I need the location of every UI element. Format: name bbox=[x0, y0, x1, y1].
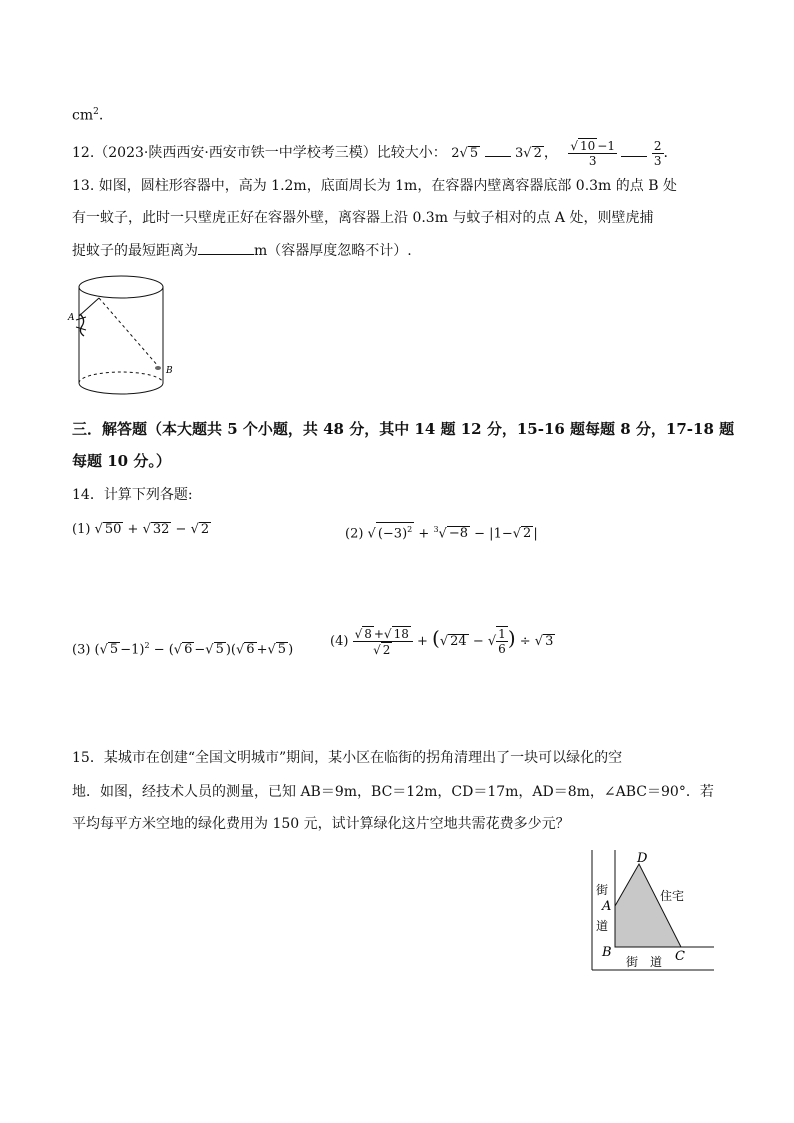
radicand: 2 bbox=[523, 526, 532, 542]
green-area bbox=[615, 864, 681, 947]
q14-part-1: (1) √ 50 + √ 32 − √ 2 bbox=[72, 522, 210, 537]
q15-line-3: 平均每平方米空地的绿化费用为 150 元，试计算绿化这片空地共需花费多少元？ bbox=[72, 816, 570, 832]
mosquito-icon bbox=[155, 366, 161, 370]
num-tail: −1 bbox=[597, 139, 615, 153]
question-12 bbox=[72, 138, 668, 168]
section-3-header-line-1: 三．解答题（本大题共 5 个小题，共 48 分，其中 14 题 12 分，15-16 题每题 8 分，17-18 题 bbox=[72, 420, 735, 438]
q15-line-2: 地．如图，经技术人员的测量，已知 AB＝9m，BC＝12m，CD＝17m，AD＝8m，∠ABC＝90°．若 bbox=[72, 784, 714, 800]
radicand: −8 bbox=[448, 526, 468, 542]
street-label-vertical-1: 街 bbox=[596, 883, 609, 897]
q13-line-2: 有一蚊子，此时一只壁虎正好在容器外壁，离容器上沿 0.3m 与蚊子相对的点 A 处，则壁虎捕 bbox=[72, 210, 654, 226]
op: − bbox=[175, 522, 187, 537]
q12-prefix: 12.（2023·陕西西安·西安市铁一中学校考三模）比较大小： bbox=[72, 145, 447, 161]
den: 3 bbox=[588, 154, 597, 168]
quadrilateral-figure bbox=[586, 846, 716, 974]
radicand: 5 bbox=[215, 642, 224, 658]
label-d: D bbox=[637, 851, 648, 866]
q14-p4-fraction: $\frac{√ 8 +√ 18}{√ 2}$ bbox=[353, 626, 413, 657]
radicand bbox=[376, 522, 414, 541]
radicand: 6 bbox=[246, 642, 255, 658]
q13-line-1: 13. 如图，圆柱形容器中，高为 1.2m，底面周长为 1m，在容器内壁离容器底部 0.3m 的点 B 处 bbox=[72, 178, 677, 194]
residence-label: 住宅 bbox=[660, 889, 685, 903]
coef: 3 bbox=[515, 146, 524, 161]
part-label: (1) bbox=[72, 522, 91, 537]
q12-expr1: 2√ 5 bbox=[451, 146, 479, 161]
unit-text: cm bbox=[72, 107, 94, 124]
label-a: A bbox=[68, 313, 75, 323]
radicand: 2 bbox=[533, 146, 542, 161]
q12-fraction-1: $\frac{√ 10 -1}{3}$ bbox=[570, 139, 615, 168]
label-b: B bbox=[166, 366, 173, 376]
q14-title: 14．计算下列各题: bbox=[72, 487, 193, 503]
radicand: 6 bbox=[184, 642, 193, 658]
radicand: 2 bbox=[382, 643, 391, 657]
op: + bbox=[373, 627, 384, 641]
q12-sep: ， bbox=[543, 145, 558, 161]
label-c: C bbox=[675, 949, 685, 964]
op: + bbox=[127, 522, 139, 537]
coef: 2 bbox=[451, 146, 460, 161]
radicand: 32 bbox=[152, 522, 170, 537]
unit-tail: . bbox=[98, 107, 104, 124]
cylinder-bottom-back bbox=[79, 372, 163, 383]
q14-part-3: (3) (√ 5 −1)$^2$ − (√ 6 −√ 5 )(√ 6 +√ 5 ) bbox=[72, 641, 294, 658]
path-to-rim bbox=[79, 298, 99, 316]
radicand: 8 bbox=[364, 627, 372, 641]
part-label: (2) bbox=[345, 526, 364, 542]
q13-answer-blank bbox=[198, 240, 254, 255]
op: − bbox=[472, 634, 484, 649]
op: + bbox=[418, 526, 430, 542]
q13-line3-post: m（容器厚度忽略不计）. bbox=[254, 243, 412, 259]
cylinder-top-ellipse bbox=[79, 276, 163, 298]
radicand: 5 bbox=[109, 642, 119, 658]
path-inside bbox=[99, 298, 158, 366]
q14-part-2: (2) √ $(-3)^2 + ^3√ -8 - |1-√$ 2 | bbox=[345, 520, 538, 544]
label-a: A bbox=[602, 899, 612, 914]
radicand: 3 bbox=[545, 634, 554, 649]
op: + bbox=[256, 642, 268, 658]
num: 1 bbox=[498, 627, 506, 641]
top-fragment bbox=[72, 102, 103, 126]
op: + bbox=[417, 634, 428, 649]
cylinder-bottom-front bbox=[79, 383, 163, 394]
exp: 2 bbox=[407, 525, 413, 534]
part-label: (3) bbox=[72, 642, 91, 658]
radicand: 10 bbox=[579, 139, 596, 153]
q12-expr2: 3√ 2 bbox=[515, 146, 542, 161]
q13-line-3 bbox=[72, 240, 412, 261]
q12-fraction-2 bbox=[652, 139, 664, 168]
label-b: B bbox=[602, 945, 612, 960]
gecko-legs bbox=[76, 317, 86, 330]
cbrt-index: 3 bbox=[433, 525, 439, 534]
term: −1 bbox=[120, 642, 140, 658]
op: ÷ bbox=[519, 634, 531, 649]
section-3-header-line-2: 每题 10 分。） bbox=[72, 452, 171, 470]
abs-pre: 1− bbox=[493, 526, 513, 542]
cylinder-figure bbox=[66, 270, 176, 400]
q12-tail: . bbox=[663, 145, 668, 161]
inner: (−3) bbox=[377, 526, 408, 542]
op: − bbox=[474, 526, 486, 542]
part-label: (4) bbox=[330, 634, 349, 649]
q15-line-1: 15．某城市在创建“全国文明城市”期间，某小区在临街的拐角清理出了一块可以绿化的空 bbox=[72, 750, 623, 766]
q14-p4-inner-fraction bbox=[496, 627, 508, 656]
den: 3 bbox=[653, 153, 662, 168]
q13-line3-pre: 捉蚊子的最短距离为 bbox=[72, 243, 198, 259]
op: − bbox=[153, 642, 165, 658]
street-label-horizontal: 街 道 bbox=[626, 955, 663, 969]
radicand: 24 bbox=[450, 634, 467, 649]
radicand: 5 bbox=[469, 146, 479, 161]
num: 2 bbox=[653, 138, 662, 153]
q14-part-4: (4) $\frac{√ 8 +√ 18}{√ 2}$ + (√ 24 − √ $\frac{1}{6}$ ) ÷ √ 3 bbox=[330, 626, 554, 657]
q12-blank-1 bbox=[485, 142, 511, 157]
den: 6 bbox=[498, 642, 506, 656]
street-label-vertical-2: 道 bbox=[596, 919, 609, 933]
radicand: 50 bbox=[104, 522, 122, 537]
unit-sup: 2 bbox=[93, 107, 99, 117]
q12-blank-2 bbox=[621, 142, 647, 157]
radicand: 5 bbox=[277, 642, 287, 658]
exp: 2 bbox=[144, 641, 150, 650]
radicand: 18 bbox=[393, 627, 409, 641]
radicand: 2 bbox=[200, 522, 210, 537]
op: − bbox=[194, 642, 206, 658]
